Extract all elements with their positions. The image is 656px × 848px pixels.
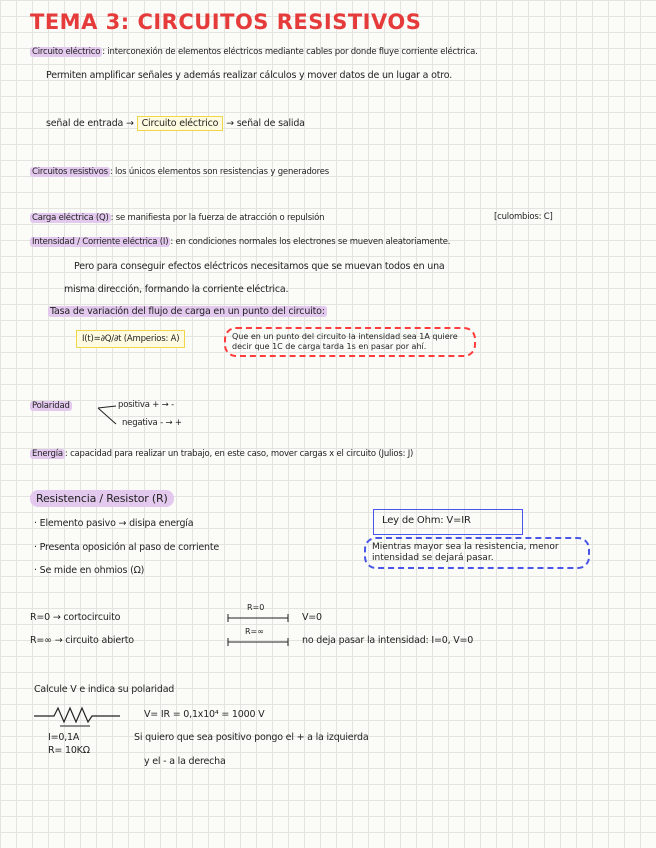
carga-unit: [culombios: C]	[494, 212, 553, 222]
polaridad-branch-icon	[96, 402, 120, 428]
resistencia-heading-wrap	[30, 492, 174, 505]
short-circuit-wire-icon	[226, 600, 290, 624]
energia-definition	[30, 448, 413, 459]
intensidad-term: Intensidad / Corriente eléctrica (I)	[32, 237, 169, 247]
intensidad-line2: Pero para conseguir efectos eléctricos necesitamos que se muevan todos en una	[74, 261, 445, 272]
open-circuit-wire-icon	[226, 624, 290, 648]
formula-box	[76, 330, 185, 348]
resistencia-note: Mientras mayor sea la resistencia, menor intensidad se dejará pasar.	[364, 537, 590, 569]
formula: I(t)=∂Q/∂t	[82, 334, 122, 344]
r0-wire-label: R=0	[247, 603, 265, 612]
resistivos-def: : los únicos elementos son resistencias y generadores	[109, 167, 330, 177]
polaridad-positive	[118, 400, 174, 410]
r0-text: R=0 → cortocircuito	[30, 612, 121, 623]
energia-term: Energía	[32, 449, 63, 459]
exercise-prompt: Calcule V e indica su polaridad	[34, 684, 175, 695]
rinf-wire-label: R=∞	[245, 627, 264, 636]
rinf-text: R=∞ → circuito abierto	[30, 635, 134, 646]
carga-term: Carga eléctrica (Q)	[32, 213, 109, 223]
intensidad-tasa	[48, 306, 327, 317]
circuito-def: : interconexión de elementos eléctricos mediante cables por donde fluye corriente eléctrica.	[102, 47, 478, 57]
resistivos-term: Circuitos resistivos	[32, 167, 108, 177]
arrow-icon: →	[226, 118, 237, 129]
resistencia-heading: Resistencia / Resistor (R)	[30, 490, 174, 507]
exercise-answer-2: y el - a la derecha	[144, 756, 226, 767]
circuito-line2: Permiten amplificar señales y además realizar cálculos y mover datos de un lugar a otro.	[46, 70, 453, 81]
resistor-symbol-icon	[30, 700, 130, 728]
flow-diagram	[46, 118, 305, 129]
pos-label: positiva	[118, 400, 150, 410]
neg-arrow: - → +	[160, 418, 182, 428]
pos-arrow: + → -	[152, 400, 174, 410]
intensidad-formula-box	[76, 330, 185, 348]
carga-definition	[30, 212, 324, 223]
intensidad-definition	[30, 236, 450, 247]
polaridad-negative	[122, 418, 182, 428]
polaridad-term-wrap	[30, 400, 72, 411]
circuito-term: Circuito eléctrico	[32, 47, 101, 57]
ley-ohm: Ley de Ohm: V=IR	[382, 515, 471, 526]
formula-unit: (Amperios: A)	[123, 334, 180, 344]
resistencia-bullet-2: · Presenta oposición al paso de corriente	[34, 542, 220, 553]
exercise-calc: V= IR = 0,1x10⁴ = 1000 V	[144, 709, 265, 720]
arrow-icon: →	[126, 118, 137, 129]
exercise-answer-1: Si quiero que sea positivo pongo el + a la izquierda	[134, 732, 369, 743]
resistencia-bullet-1: · Elemento pasivo → disipa energía	[34, 518, 194, 529]
r0-result: V=0	[302, 612, 322, 623]
carga-def: : se manifiesta por la fuerza de atracción o repulsión	[110, 213, 325, 223]
circuito-definition	[30, 46, 478, 57]
energia-def: : capacidad para realizar un trabajo, en este caso, mover cargas x el circuito (Julios: J)	[64, 449, 414, 459]
flow-box: Circuito eléctrico	[137, 116, 224, 131]
flow-input: señal de entrada	[46, 118, 124, 129]
resistivos-definition	[30, 166, 329, 177]
intensidad-line3: misma dirección, formando la corriente eléctrica.	[64, 284, 289, 295]
flow-output: señal de salida	[236, 118, 305, 129]
resistencia-bullet-3: · Se mide en ohmios (Ω)	[34, 565, 145, 576]
neg-label: negativa	[122, 418, 158, 428]
intensidad-def: : en condiciones normales los electrones se mueven aleatoriamente.	[170, 237, 451, 247]
tasa-text: Tasa de variación del flujo de carga en un punto del circuito:	[50, 306, 325, 317]
polaridad-term: Polaridad	[32, 401, 70, 411]
page-title: TEMA 3: CIRCUITOS RESISTIVOS	[30, 10, 422, 34]
rinf-result: no deja pasar la intensidad: I=0, V=0	[302, 635, 474, 646]
exercise-r: R= 10KΩ	[48, 745, 90, 756]
exercise-i: I=0,1A	[48, 732, 80, 743]
intensidad-note: Que en un punto del circuito la intensidad sea 1A quiere decir que 1C de carga tarda 1s en pasar por ahí.	[224, 327, 476, 357]
